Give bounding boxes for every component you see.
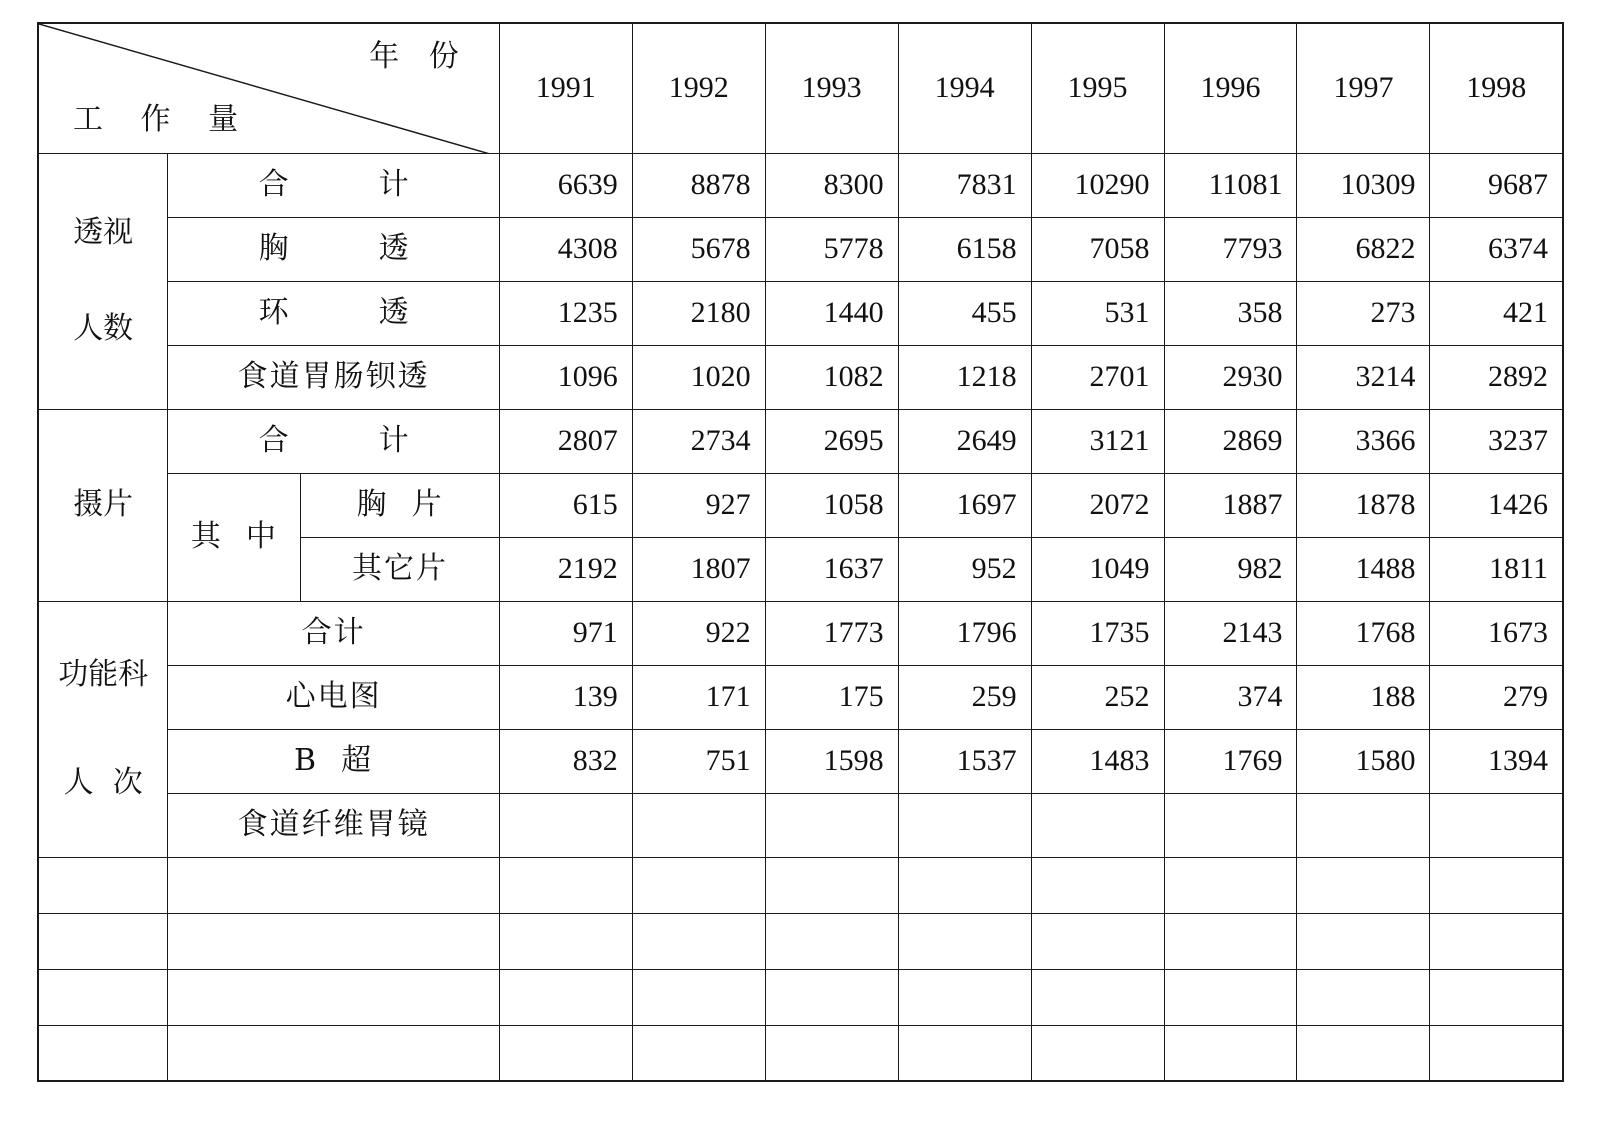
empty-cell bbox=[38, 1025, 168, 1081]
empty-cell bbox=[1297, 1025, 1430, 1081]
empty-cell bbox=[632, 913, 765, 969]
empty-cell bbox=[1430, 857, 1563, 913]
cell-value bbox=[632, 793, 765, 857]
cell-value: 2869 bbox=[1164, 409, 1297, 473]
empty-cell bbox=[499, 913, 632, 969]
row-label bbox=[168, 217, 499, 281]
year-header: 1998 bbox=[1430, 23, 1563, 153]
empty-cell bbox=[632, 969, 765, 1025]
cell-value: 2807 bbox=[499, 409, 632, 473]
cell-value: 832 bbox=[499, 729, 632, 793]
cell-value: 2695 bbox=[765, 409, 898, 473]
empty-cell bbox=[898, 969, 1031, 1025]
cell-value bbox=[1164, 793, 1297, 857]
cell-value: 1580 bbox=[1297, 729, 1430, 793]
empty-cell bbox=[1297, 913, 1430, 969]
empty-cell bbox=[499, 1025, 632, 1081]
empty-row bbox=[38, 969, 1563, 1025]
cell-value: 358 bbox=[1164, 281, 1297, 345]
cell-value: 2180 bbox=[632, 281, 765, 345]
empty-cell bbox=[1430, 1025, 1563, 1081]
empty-cell bbox=[38, 969, 168, 1025]
empty-cell bbox=[632, 857, 765, 913]
table-row bbox=[38, 793, 1563, 857]
cell-value: 188 bbox=[1297, 665, 1430, 729]
cell-value: 273 bbox=[1297, 281, 1430, 345]
table-row bbox=[38, 345, 1563, 409]
cell-value: 952 bbox=[898, 537, 1031, 601]
table-row bbox=[38, 281, 1563, 345]
cell-value: 2649 bbox=[898, 409, 1031, 473]
cell-value: 1218 bbox=[898, 345, 1031, 409]
cell-value bbox=[499, 793, 632, 857]
year-header: 1992 bbox=[632, 23, 765, 153]
empty-cell bbox=[499, 857, 632, 913]
row-label-part: 计 bbox=[378, 423, 409, 458]
cell-value: 6158 bbox=[898, 217, 1031, 281]
empty-cell bbox=[168, 857, 499, 913]
cell-value: 751 bbox=[632, 729, 765, 793]
year-header: 1993 bbox=[765, 23, 898, 153]
cell-value: 6374 bbox=[1430, 217, 1563, 281]
cell-value: 1796 bbox=[898, 601, 1031, 665]
cell-value: 1697 bbox=[898, 473, 1031, 537]
cell-value: 8300 bbox=[765, 153, 898, 217]
cell-value: 7831 bbox=[898, 153, 1031, 217]
group-fluoroscopy bbox=[38, 153, 168, 409]
empty-cell bbox=[898, 913, 1031, 969]
cell-value: 252 bbox=[1031, 665, 1164, 729]
group-label: 人 次 bbox=[63, 765, 143, 800]
row-label: 合计 bbox=[168, 601, 499, 665]
row-label: 胸 片 bbox=[301, 473, 499, 537]
cell-value: 279 bbox=[1430, 665, 1563, 729]
cell-value: 927 bbox=[632, 473, 765, 537]
empty-cell bbox=[1164, 969, 1297, 1025]
empty-cell bbox=[1430, 913, 1563, 969]
group-radiography: 摄片 bbox=[38, 409, 168, 601]
cell-value: 5678 bbox=[632, 217, 765, 281]
row-label-part: 透 bbox=[378, 231, 409, 266]
year-header: 1997 bbox=[1297, 23, 1430, 153]
table-row bbox=[38, 729, 1563, 793]
cell-value: 2734 bbox=[632, 409, 765, 473]
cell-value: 2143 bbox=[1164, 601, 1297, 665]
group-label: 功能科 bbox=[58, 657, 149, 692]
row-label: 食道纤维胃镜 bbox=[168, 793, 499, 857]
row-label bbox=[168, 409, 499, 473]
empty-row bbox=[38, 913, 1563, 969]
empty-cell bbox=[1031, 913, 1164, 969]
row-label: 食道胃肠钡透 bbox=[168, 345, 499, 409]
cell-value: 9687 bbox=[1430, 153, 1563, 217]
empty-row bbox=[38, 857, 1563, 913]
cell-value: 421 bbox=[1430, 281, 1563, 345]
cell-value: 6822 bbox=[1297, 217, 1430, 281]
group-function-dept bbox=[38, 601, 168, 857]
cell-value: 455 bbox=[898, 281, 1031, 345]
empty-cell bbox=[38, 857, 168, 913]
cell-value: 7793 bbox=[1164, 217, 1297, 281]
group-label: 人数 bbox=[73, 311, 134, 346]
cell-value bbox=[1297, 793, 1430, 857]
cell-value: 374 bbox=[1164, 665, 1297, 729]
cell-value: 2892 bbox=[1430, 345, 1563, 409]
table-row bbox=[38, 153, 1563, 217]
cell-value: 171 bbox=[632, 665, 765, 729]
empty-cell bbox=[765, 913, 898, 969]
cell-value: 10309 bbox=[1297, 153, 1430, 217]
year-header: 1994 bbox=[898, 23, 1031, 153]
cell-value bbox=[1430, 793, 1563, 857]
year-header: 1995 bbox=[1031, 23, 1164, 153]
cell-value: 1488 bbox=[1297, 537, 1430, 601]
cell-value: 1483 bbox=[1031, 729, 1164, 793]
empty-cell bbox=[1297, 857, 1430, 913]
cell-value: 7058 bbox=[1031, 217, 1164, 281]
cell-value: 1082 bbox=[765, 345, 898, 409]
cell-value bbox=[1031, 793, 1164, 857]
row-label: 心电图 bbox=[168, 665, 499, 729]
cell-value: 1020 bbox=[632, 345, 765, 409]
row-label-part: 合 bbox=[258, 167, 289, 202]
empty-cell bbox=[1164, 857, 1297, 913]
row-label-part: 计 bbox=[378, 167, 409, 202]
empty-cell bbox=[168, 913, 499, 969]
cell-value: 1049 bbox=[1031, 537, 1164, 601]
cell-value: 11081 bbox=[1164, 153, 1297, 217]
cell-value: 1440 bbox=[765, 281, 898, 345]
cell-value: 982 bbox=[1164, 537, 1297, 601]
empty-cell bbox=[898, 1025, 1031, 1081]
empty-cell bbox=[765, 857, 898, 913]
header-row bbox=[38, 23, 1563, 153]
cell-value: 8878 bbox=[632, 153, 765, 217]
cell-value: 1394 bbox=[1430, 729, 1563, 793]
cell-value: 3366 bbox=[1297, 409, 1430, 473]
cell-value: 615 bbox=[499, 473, 632, 537]
empty-cell bbox=[168, 969, 499, 1025]
cell-value: 3237 bbox=[1430, 409, 1563, 473]
row-label: B 超 bbox=[168, 729, 499, 793]
cell-value: 5778 bbox=[765, 217, 898, 281]
empty-cell bbox=[765, 969, 898, 1025]
cell-value: 1807 bbox=[632, 537, 765, 601]
cell-value: 2072 bbox=[1031, 473, 1164, 537]
cell-value: 1537 bbox=[898, 729, 1031, 793]
cell-value: 1768 bbox=[1297, 601, 1430, 665]
cell-value: 971 bbox=[499, 601, 632, 665]
empty-cell bbox=[1031, 857, 1164, 913]
cell-value: 1058 bbox=[765, 473, 898, 537]
empty-cell bbox=[38, 913, 168, 969]
cell-value bbox=[898, 793, 1031, 857]
cell-value: 1887 bbox=[1164, 473, 1297, 537]
year-header: 1996 bbox=[1164, 23, 1297, 153]
cell-value: 1773 bbox=[765, 601, 898, 665]
corner-year-label: 年 份 bbox=[369, 39, 469, 74]
year-header: 1991 bbox=[499, 23, 632, 153]
row-label-part: 透 bbox=[378, 295, 409, 330]
table-row bbox=[38, 601, 1563, 665]
empty-cell bbox=[499, 969, 632, 1025]
cell-value: 1637 bbox=[765, 537, 898, 601]
cell-value: 2701 bbox=[1031, 345, 1164, 409]
cell-value: 1235 bbox=[499, 281, 632, 345]
corner-workload-label: 工 作 量 bbox=[73, 101, 253, 137]
row-label-part: 合 bbox=[258, 423, 289, 458]
cell-value: 6639 bbox=[499, 153, 632, 217]
cell-value: 1769 bbox=[1164, 729, 1297, 793]
empty-cell bbox=[1430, 969, 1563, 1025]
empty-cell bbox=[1297, 969, 1430, 1025]
cell-value: 259 bbox=[898, 665, 1031, 729]
row-label-part: 胸 bbox=[258, 231, 289, 266]
table-row bbox=[38, 473, 1563, 537]
cell-value bbox=[765, 793, 898, 857]
empty-cell bbox=[168, 1025, 499, 1081]
workload-table bbox=[37, 22, 1564, 1082]
empty-cell bbox=[1164, 913, 1297, 969]
empty-cell bbox=[765, 1025, 898, 1081]
cell-value: 2930 bbox=[1164, 345, 1297, 409]
empty-cell bbox=[1031, 969, 1164, 1025]
empty-row bbox=[38, 1025, 1563, 1081]
empty-cell bbox=[632, 1025, 765, 1081]
cell-value: 1878 bbox=[1297, 473, 1430, 537]
cell-value: 1811 bbox=[1430, 537, 1563, 601]
cell-value: 1673 bbox=[1430, 601, 1563, 665]
row-label bbox=[168, 281, 499, 345]
table-row bbox=[38, 409, 1563, 473]
cell-value: 1096 bbox=[499, 345, 632, 409]
empty-cell bbox=[1164, 1025, 1297, 1081]
row-label bbox=[168, 153, 499, 217]
cell-value: 3214 bbox=[1297, 345, 1430, 409]
row-label: 其它片 bbox=[301, 537, 499, 601]
cell-value: 1426 bbox=[1430, 473, 1563, 537]
cell-value: 1598 bbox=[765, 729, 898, 793]
group-label: 透视 bbox=[73, 215, 134, 250]
corner-cell bbox=[38, 23, 499, 153]
cell-value: 3121 bbox=[1031, 409, 1164, 473]
cell-value: 175 bbox=[765, 665, 898, 729]
cell-value: 531 bbox=[1031, 281, 1164, 345]
row-label-part: 环 bbox=[258, 295, 289, 330]
empty-cell bbox=[1031, 1025, 1164, 1081]
cell-value: 2192 bbox=[499, 537, 632, 601]
of-which-label: 其 中 bbox=[168, 473, 301, 601]
empty-cell bbox=[898, 857, 1031, 913]
cell-value: 10290 bbox=[1031, 153, 1164, 217]
cell-value: 139 bbox=[499, 665, 632, 729]
cell-value: 4308 bbox=[499, 217, 632, 281]
table-row bbox=[38, 665, 1563, 729]
table-row bbox=[38, 217, 1563, 281]
cell-value: 922 bbox=[632, 601, 765, 665]
cell-value: 1735 bbox=[1031, 601, 1164, 665]
